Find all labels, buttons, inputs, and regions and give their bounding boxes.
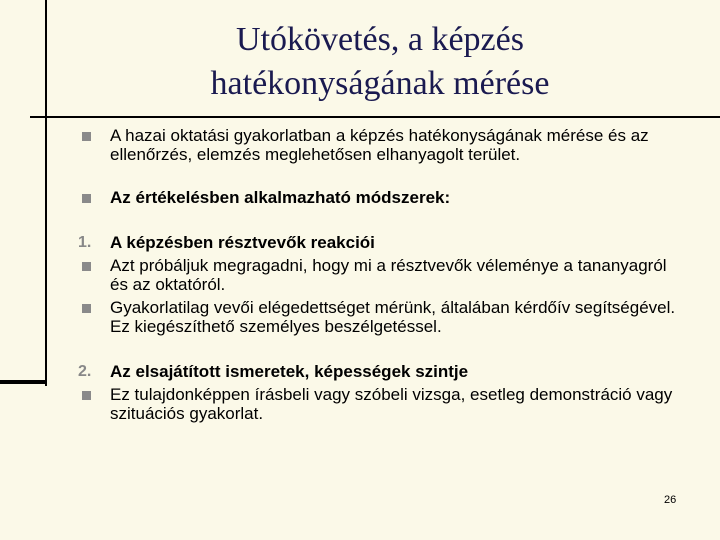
- title-line-1: Utókövetés, a képzés: [236, 21, 524, 58]
- item-number: 1.: [78, 234, 92, 251]
- item-text: Ez tulajdonképpen írásbeli vagy szóbeli vizsga, esetleg demonstráció vagy szituációs gyakorlat.: [110, 385, 673, 423]
- item-number: 2.: [78, 363, 92, 380]
- title-underline: [30, 116, 720, 118]
- item-text: Az elsajátított ismeretek, képességek szintje: [110, 362, 469, 381]
- list-item: [82, 256, 682, 294]
- list-item: [82, 188, 682, 207]
- list-item: [78, 362, 682, 381]
- left-bar-bottom-rule: [0, 380, 47, 384]
- item-text: A képzésben résztvevők reakciói: [110, 233, 375, 252]
- left-decorative-bar: [0, 0, 47, 386]
- square-bullet-icon: [82, 385, 106, 404]
- item-text: Az értékelésben alkalmazható módszerek:: [110, 188, 451, 207]
- list-item: [82, 126, 682, 164]
- title-line-2: hatékonyságának mérése: [210, 65, 550, 102]
- item-text: Azt próbáljuk megragadni, hogy mi a résztvevők véleménye a tananyagról és az oktatóról.: [110, 256, 667, 294]
- slide-body: [78, 126, 682, 423]
- square-bullet-icon: [82, 126, 106, 145]
- square-bullet-icon: [82, 256, 106, 275]
- list-item: [82, 298, 682, 336]
- list-item: [82, 385, 682, 423]
- slide-title: [90, 18, 670, 106]
- item-text: A hazai oktatási gyakorlatban a képzés hatékonyságának mérése és az ellenőrzés, elemzés meglehetősen elhanyagolt terület.: [110, 126, 649, 164]
- square-bullet-icon: [82, 188, 106, 207]
- list-item: [78, 233, 682, 252]
- item-text: Gyakorlatilag vevői elégedettséget mérünk, általában kérdőív segítségével. Ez kiegészíthető személyes beszélgetéssel.: [110, 298, 676, 336]
- square-bullet-icon: [82, 298, 106, 317]
- page-number: 26: [664, 494, 677, 506]
